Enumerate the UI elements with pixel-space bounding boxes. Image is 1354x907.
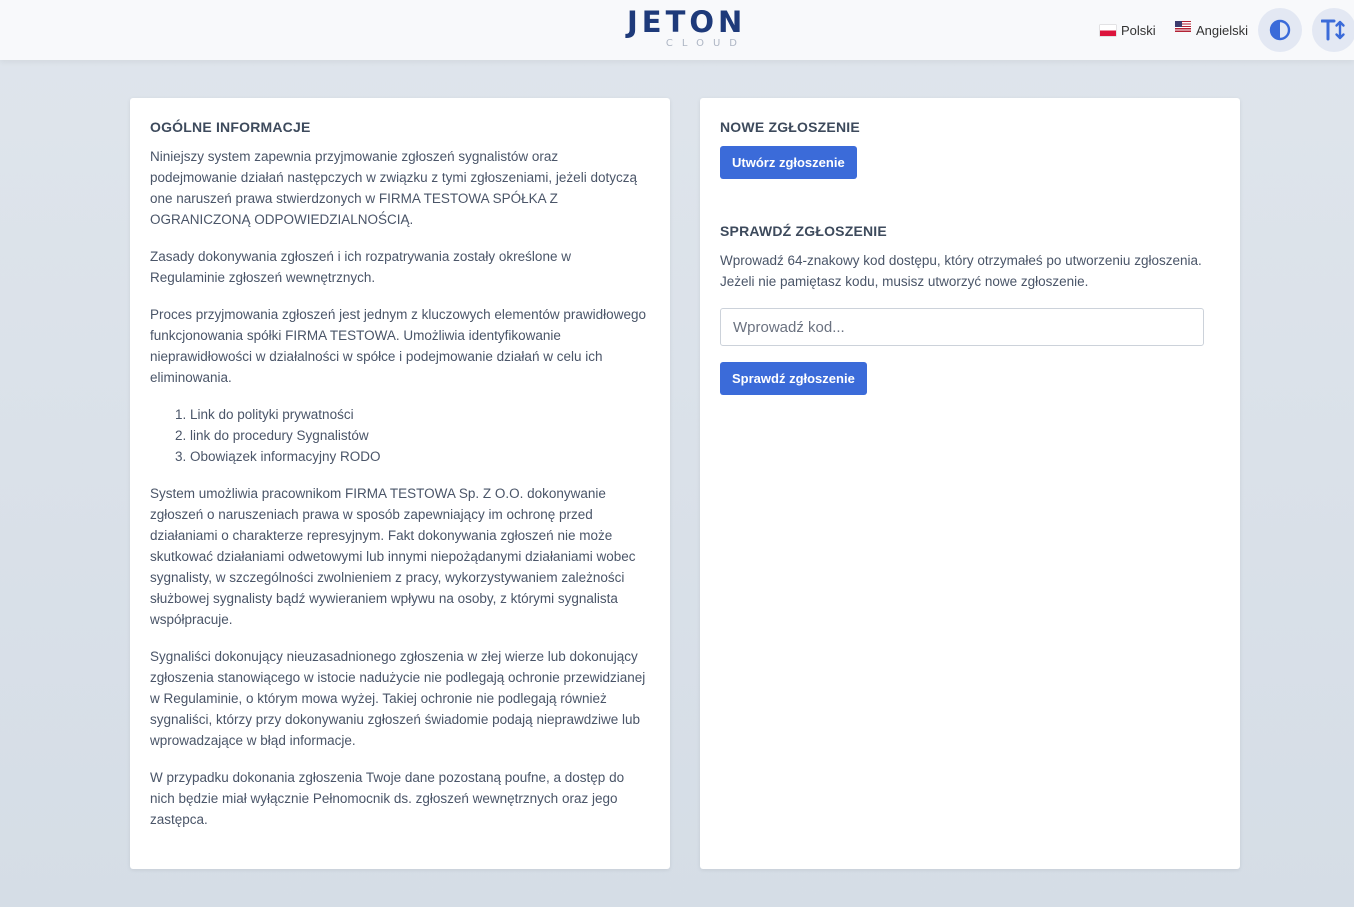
flag-usa-icon [1175, 21, 1191, 32]
documents-link-list [190, 404, 650, 467]
report-actions-card [700, 98, 1240, 869]
create-report-button[interactable]: Utwórz zgłoszenie [720, 146, 857, 179]
general-info-title: OGÓLNE INFORMACJE [150, 119, 311, 135]
general-info-paragraph: Zasady dokonywania zgłoszeń i ich rozpatrywania zostały określone w Regulaminie zgłoszeń wewnętrznych. [150, 249, 571, 285]
check-report-button[interactable]: Sprawdź zgłoszenie [720, 362, 867, 395]
general-info-paragraph: Sygnaliści dokonujący nieuzasadnionego zgłoszenia w złej wierze lub dokonujący zgłoszenia stanowiącego w istocie nadużycie nie podlegają ochronie przewidzianej w Regulaminie, o którym mowa wyżej. Takiej ochronie nie podlegają również sygnaliści, którzy przy dokonywaniu zgłoszeń świadomie podają nieprawdziwe lub wprowadzające w błąd informacje. [150, 649, 646, 748]
language-english[interactable] [1175, 20, 1248, 40]
font-size-icon [1321, 19, 1347, 41]
contrast-toggle-button[interactable] [1258, 8, 1302, 52]
general-info-paragraph: System umożliwia pracownikom FIRMA TESTOWA Sp. Z O.O. dokonywanie zgłoszeń o naruszeniach prawa w sposób zapewniający im ochronę przed działaniami o charakterze represyjnym. Fakt dokonywania zgłoszeń nie może skutkować działaniami odwetowymi lub innymi niepożądanymi działaniami wobec sygnalisty, w szczególności zwolnieniem z pracy, wykorzystywaniem zależności służbowej sygnalisty bądź wywieraniem wpływu na osoby, z którymi sygnalista współpracuje. [150, 486, 636, 627]
language-english-label: Angielski [1196, 22, 1249, 38]
check-report-title: SPRAWDŹ ZGŁOSZENIE [720, 223, 887, 239]
logo-subtext: CLOUD [665, 38, 746, 49]
language-polish[interactable] [1100, 20, 1156, 40]
whistleblower-procedure-link[interactable]: 2. link do procedury Sygnalistów [190, 425, 650, 446]
jeton-cloud-logo[interactable] [626, 6, 746, 54]
privacy-policy-link[interactable]: 1. Link do polityki prywatności [190, 404, 650, 425]
font-size-button[interactable] [1312, 8, 1354, 52]
general-info-paragraph: W przypadku dokonania zgłoszenia Twoje dane pozostaną poufne, a dostęp do nich będzie miał wyłącznie Pełnomocnik ds. zgłoszeń wewnętrznych oraz jego zastępca. [150, 770, 625, 827]
new-report-title: NOWE ZGŁOSZENIE [720, 119, 860, 135]
flag-poland-icon [1100, 25, 1116, 36]
top-bar [0, 0, 1354, 60]
access-code-input[interactable] [720, 308, 1204, 346]
general-info-paragraph: Proces przyjmowania zgłoszeń jest jednym z kluczowych elementów prawidłowego funkcjonowania spółki FIRMA TESTOWA. Umożliwia identyfikowanie nieprawidłowości w działalności w spółce i podejmowanie działań w celu ich eliminowania. [150, 307, 646, 385]
logo-text: JETON [627, 5, 747, 39]
gdpr-information-link[interactable]: 3. Obowiązek informacyjny RODO [190, 446, 650, 467]
language-polish-label: Polski [1121, 22, 1156, 38]
general-info-card [130, 98, 670, 869]
check-report-section [720, 222, 1220, 395]
general-info-paragraph: Niniejszy system zapewnia przyjmowanie zgłoszeń sygnalistów oraz podejmowanie działań następczych w związku z tymi zgłoszeniami, jeżeli dotyczą one naruszeń prawa stwierdzonych w FIRMA TESTOWA SPÓŁKA Z OGRANICZONĄ ODPOWIEDZIALNOŚCIĄ. [150, 149, 637, 227]
contrast-icon [1269, 19, 1291, 41]
check-report-description: Wprowadź 64-znakowy kod dostępu, który otrzymałeś po utworzeniu zgłoszenia. Jeżeli nie pamiętasz kodu, musisz utworzyć nowe zgłoszenie. [720, 253, 1202, 289]
